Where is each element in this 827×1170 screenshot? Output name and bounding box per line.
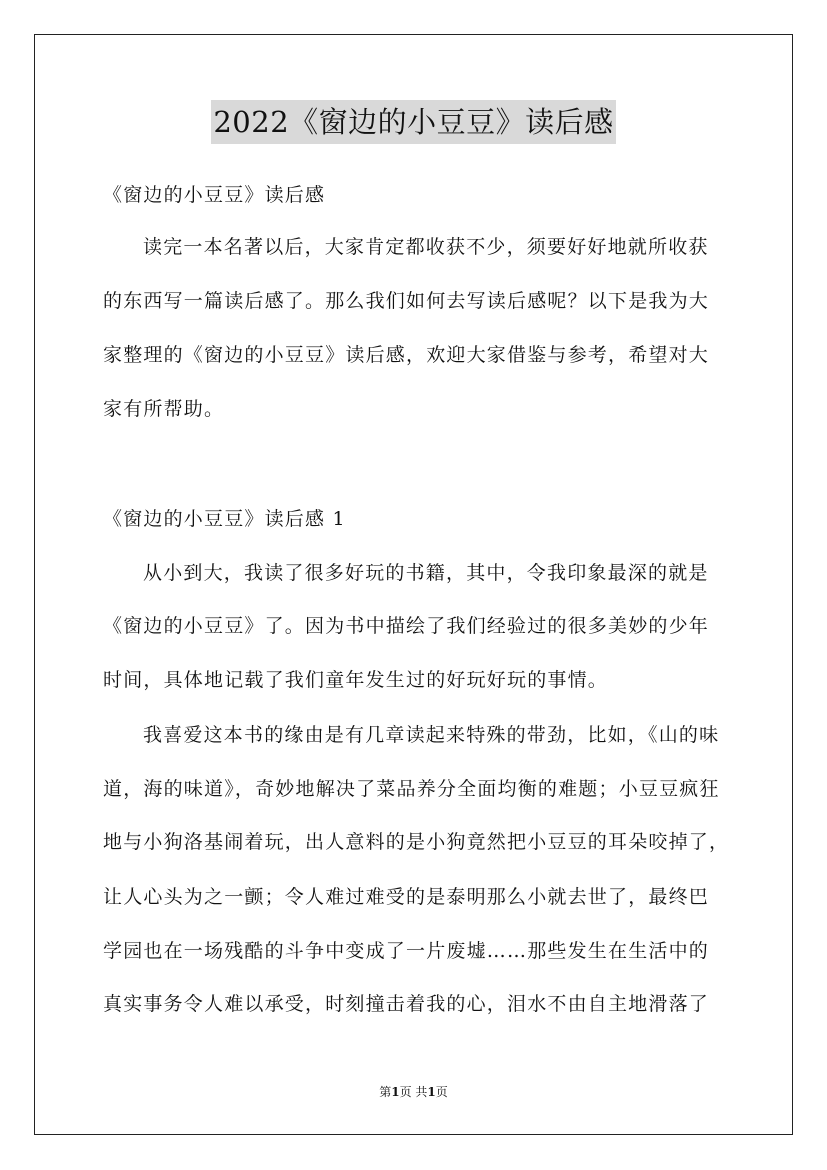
page-footer bbox=[0, 1083, 827, 1101]
current-page-number: 1 bbox=[391, 1085, 400, 1099]
paragraph-line: 道，海的味道》，奇妙地解决了菜品养分全面均衡的难题；小豆豆疯狂 bbox=[103, 778, 720, 800]
paragraph-line: 家整理的《窗边的小豆豆》读后感，欢迎大家借鉴与参考，希望对大 bbox=[103, 344, 710, 366]
paragraph-line: 从小到大，我读了很多好玩的书籍，其中，令我印象最深的就是 bbox=[143, 562, 709, 584]
total-page-number: 1 bbox=[427, 1085, 436, 1099]
section-heading: 《窗边的小豆豆》读后感 1 bbox=[103, 508, 346, 530]
document-title: 2022《窗边的小豆豆》读后感 bbox=[211, 100, 615, 144]
paragraph-line: 我喜爱这本书的缘由是有几章读起来特殊的带劲，比如，《山的味 bbox=[143, 724, 720, 746]
paragraph-line: 家有所帮助。 bbox=[103, 398, 225, 420]
paragraph-line: 读完一本名著以后，大家肯定都收获不少，须要好好地就所收获 bbox=[143, 236, 709, 258]
intro-heading: 《窗边的小豆豆》读后感 bbox=[103, 184, 326, 206]
page-label-middle: 页 共 bbox=[399, 1085, 428, 1099]
document-title-container bbox=[0, 100, 827, 144]
page-label-prefix: 第 bbox=[379, 1085, 392, 1099]
paragraph-line: 《窗边的小豆豆》了。因为书中描绘了我们经验过的很多美妙的少年 bbox=[103, 615, 710, 637]
paragraph-line: 让人心头为之一颤；令人难过难受的是泰明那么小就去世了，最终巴 bbox=[103, 886, 710, 908]
paragraph-line: 真实事务令人难以承受，时刻撞击着我的心，泪水不由自主地滑落了 bbox=[103, 993, 710, 1015]
paragraph-line: 时间，具体地记载了我们童年发生过的好玩好玩的事情。 bbox=[103, 669, 609, 691]
paragraph-line: 的东西写一篇读后感了。那么我们如何去写读后感呢？以下是我为大 bbox=[103, 290, 710, 312]
paragraph-line: 地与小狗洛基闹着玩，出人意料的是小狗竟然把小豆豆的耳朵咬掉了， bbox=[103, 831, 730, 853]
paragraph-line: 学园也在一场残酷的斗争中变成了一片废墟……那些发生在生活中的 bbox=[103, 940, 710, 962]
page-label-end: 页 bbox=[435, 1085, 448, 1099]
